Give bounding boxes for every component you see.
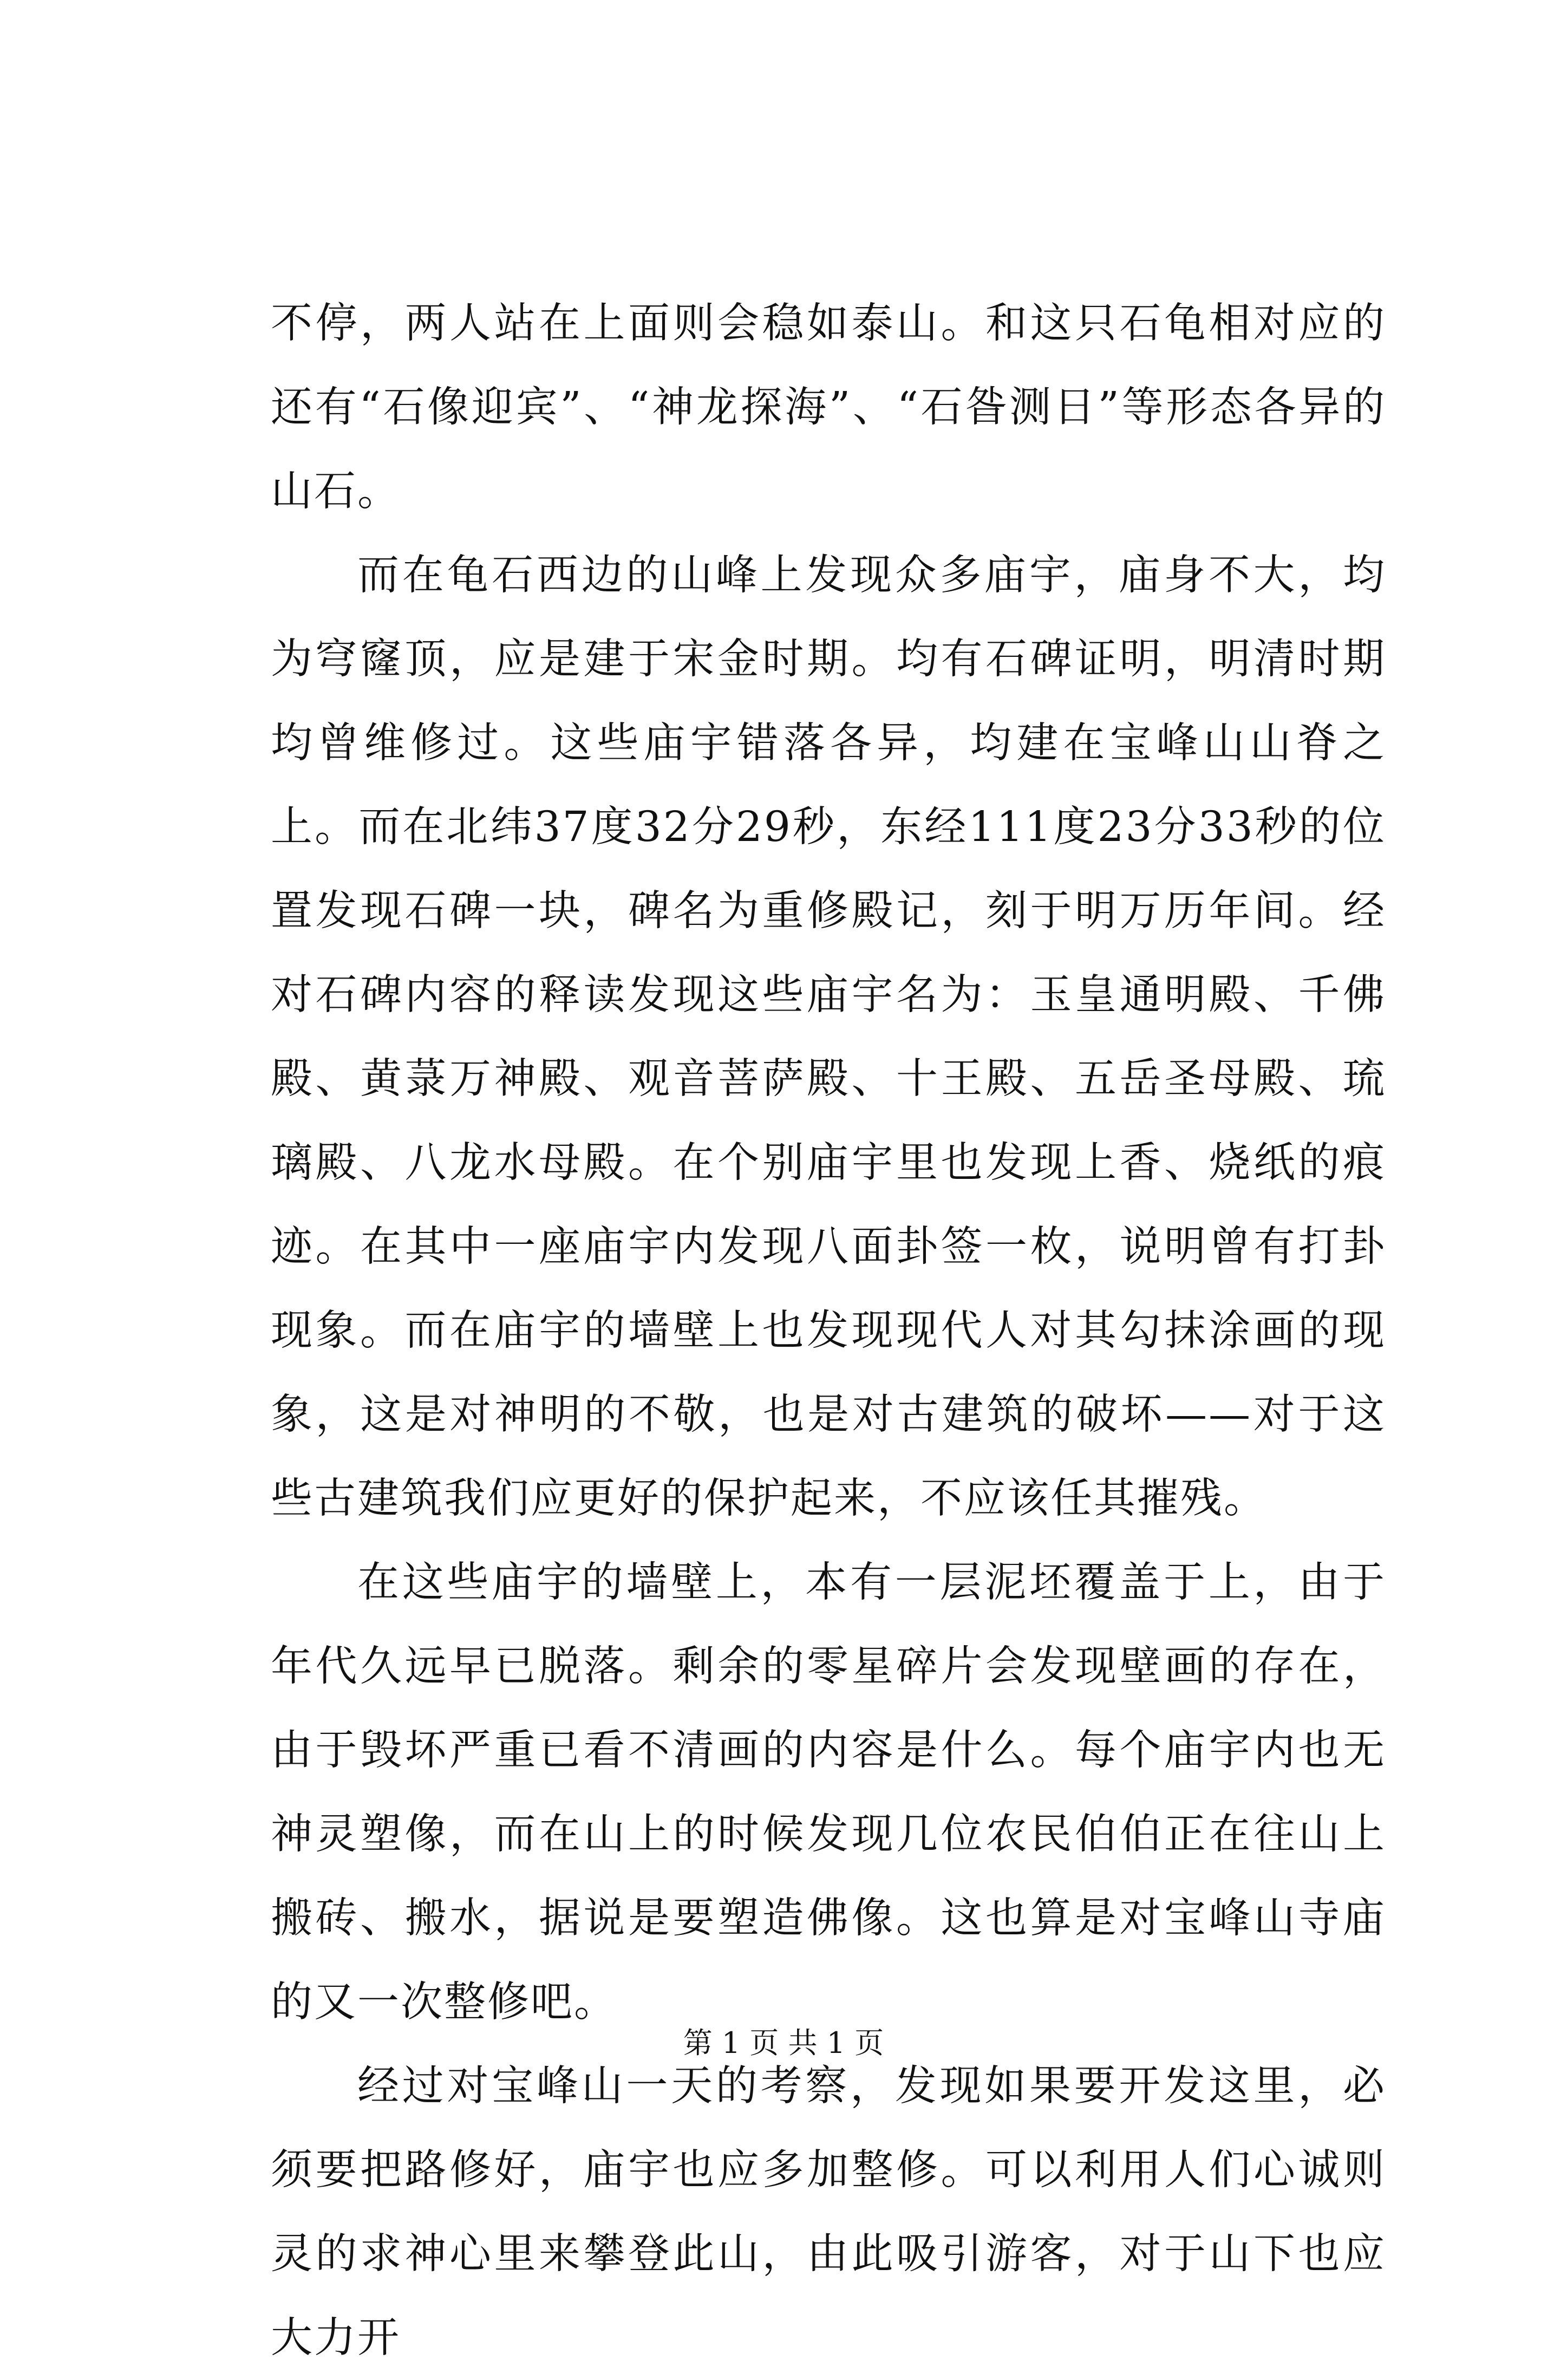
page-footer: 第 1 页 共 1 页 (683, 2026, 884, 2060)
paragraph-2: 而在龟石西边的山峰上发现众多庙宇，庙身不大，均为穹窿顶，应是建于宋金时期。均有石碑证明，明清时期均曾维修过。这些庙宇错落各异，均建在宝峰山山脊之上。而在北纬37度32分29秒，东经111度23分33秒的位置发现石碑一块，碑名为重修殿记，刻于明万历年间。经对石碑内容的释读发现这些庙宇名为：玉皇通明殿、千佛殿、黄菉万神殿、观音菩萨殿、十王殿、五岳圣母殿、琉璃殿、八龙水母殿。在个别庙宇里也发现上香、烧纸的痕迹。在其中一座庙宇内发现八面卦签一枚，说明曾有打卦现象。而在庙宇的墙壁上也发现现代人对其勾抹涂画的现象，这是对神明的不敬，也是对古建筑的破坏——对于这些古建筑我们应更好的保护起来，不应该任其摧残。 (271, 551, 1386, 1523)
document-body (271, 282, 1386, 2380)
paragraph-4: 经过对宝峰山一天的考察，发现如果要开发这里，必须要把路修好，庙宇也应多加整修。可以利用人们心诚则灵的求神心里来攀登此山，由此吸引游客，对于山下也应大力开 (271, 2062, 1386, 2362)
paragraph-3: 在这些庙宇的墙壁上，本有一层泥坯覆盖于上，由于年代久远早已脱落。剩余的零星碎片会发现壁画的存在，由于毁坏严重已看不清画的内容是什么。每个庙宇内也无神灵塑像，而在山上的时候发现几位农民伯伯正在往山上搬砖、搬水，据说是要塑造佛像。这也算是对宝峰山寺庙的又一次整修吧。 (271, 1559, 1386, 2026)
paragraph-1: 不停，两人站在上面则会稳如泰山。和这只石龟相对应的还有“石像迎宾”、“神龙探海”、“石昝测日”等形态各异的山石。 (271, 299, 1386, 516)
